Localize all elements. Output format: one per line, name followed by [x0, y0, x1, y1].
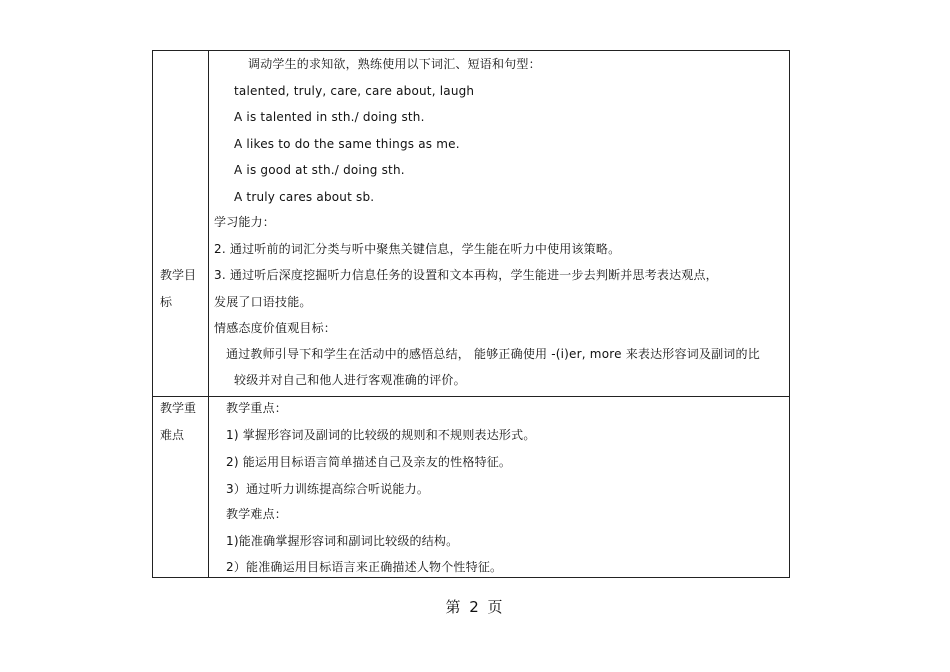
objective-line: 2. 通过听前的词汇分类与听中聚焦关键信息，学生能在听力中使用该策略。: [214, 242, 621, 256]
objectives-label-line2: 标: [160, 295, 173, 309]
objective-line: A likes to do the same things as me.: [234, 137, 460, 151]
objective-line: 3. 通过听后深度挖掘听力信息任务的设置和文本再构，学生能进一步去判断并思考表达观点，: [214, 268, 718, 282]
objective-line: 情感态度价值观目标：: [214, 321, 337, 335]
keypoints-label-line1: 教学重: [160, 401, 197, 415]
keypoint-line: 1) 掌握形容词及副词的比较级的规则和不规则表达形式。: [226, 428, 536, 442]
keypoint-line: 教学难点：: [226, 507, 288, 521]
objective-line: 较级并对自己和他人进行客观准确的评价。: [234, 373, 466, 387]
keypoint-line: 2）能准确运用目标语言来正确描述人物个性特征。: [226, 560, 503, 574]
objectives-label-line1: 教学目: [160, 268, 197, 282]
objective-line: talented, truly, care, care about, laugh: [234, 84, 475, 98]
keypoint-line: 2) 能运用目标语言简单描述自己及亲友的性格特征。: [226, 455, 512, 469]
keypoint-line: 1)能准确掌握形容词和副词比较级的结构。: [226, 534, 459, 548]
keypoint-line: 3）通过听力训练提高综合听说能力。: [226, 482, 430, 496]
objective-line: 通过教师引导下和学生在活动中的感悟总结， 能够正确使用 -(i)er, more 来表达形容词及副词的比: [226, 347, 760, 361]
objective-line: A is talented in sth./ doing sth.: [234, 110, 425, 124]
objective-line: A is good at sth./ doing sth.: [234, 163, 405, 177]
objective-line: 发展了口语技能。: [214, 295, 312, 309]
objective-line: 学习能力：: [214, 215, 276, 229]
row-divider: [153, 396, 789, 397]
objective-line: 调动学生的求知欲，熟练使用以下词汇、短语和句型：: [248, 57, 541, 71]
page-number: 第 2 页: [445, 598, 505, 616]
keypoints-label-line2: 难点: [160, 428, 185, 442]
column-divider: [208, 51, 209, 577]
objective-line: A truly cares about sb.: [234, 190, 375, 204]
lesson-plan-table: [152, 50, 790, 578]
keypoint-line: 教学重点：: [226, 401, 288, 415]
